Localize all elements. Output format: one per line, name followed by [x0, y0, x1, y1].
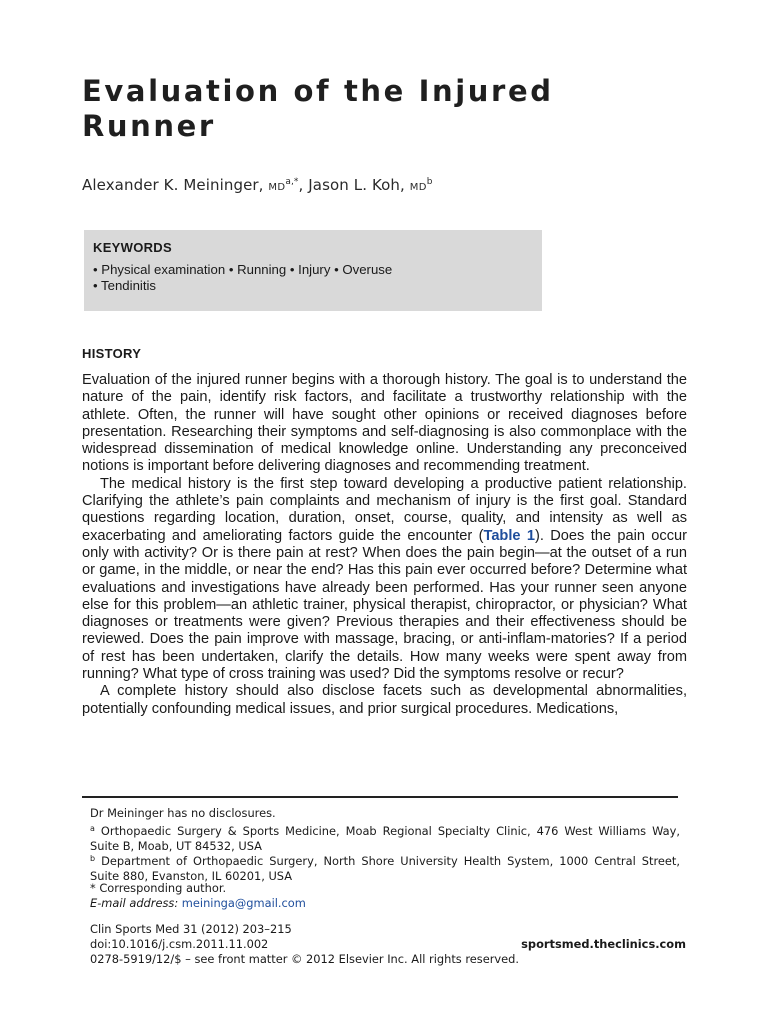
citation: Clin Sports Med 31 (2012) 203–215 [90, 922, 292, 936]
article-title: Evaluation of the Injured Runner [82, 74, 554, 143]
doi[interactable]: doi:10.1016/j.csm.2011.11.002 [90, 937, 269, 951]
email-link[interactable]: meininga@gmail.com [181, 896, 306, 910]
keywords-heading: KEYWORDS [93, 240, 172, 255]
author-1-name: Alexander K. Meininger, [82, 176, 264, 194]
body-text [82, 372, 687, 718]
journal-url[interactable]: sportsmed.theclinics.com [521, 937, 686, 951]
keywords-line-1: • Physical examination • Running • Injury • Overuse [93, 262, 393, 277]
author-separator: , [298, 176, 304, 194]
footnote-corresponding: * Corresponding author. [90, 881, 227, 895]
copyright: 0278-5919/12/$ – see front matter © 2012 Elsevier Inc. All rights reserved. [90, 952, 520, 966]
affiliation-a-mark: a [90, 824, 95, 833]
footnote-divider [82, 796, 678, 798]
author-1-affiliation-mark: a,* [285, 177, 299, 187]
affiliation-b-mark: b [90, 854, 96, 863]
keywords-box [84, 230, 542, 311]
author-2-affiliation-mark: b [426, 177, 433, 187]
footnote-disclosure: Dr Meininger has no disclosures. [90, 806, 276, 820]
author-2-name: Jason L. Koh, [308, 176, 405, 194]
paragraph-1: Evaluation of the injured runner begins with a thorough history. The goal is to understand the nature of the pain, identify risk factors, and facilitate a trustworthy relationship with the athlete. Often, the runner will have sought other opinions or received diagnoses before presentation. Researching their symptoms and self-diagnosing is also commonplace with the widespread dissemination of medical knowledge online. Understanding any preconceived notions is important before delivering diagnoses and recommending treatment. [82, 372, 687, 475]
paragraph-2 [82, 476, 687, 684]
section-heading: HISTORY [82, 346, 142, 361]
affiliation-a-text: Orthopaedic Surgery & Sports Medicine, Moab Regional Specialty Clinic, 476 West Williams Way, Suite B, Moab, UT 84532, USA [90, 824, 680, 853]
keywords-line-2: • Tendinitis [93, 278, 157, 293]
author-1-degree: MD [268, 182, 286, 193]
table-1-link[interactable]: Table 1 [483, 527, 535, 544]
affiliation-b-text: Department of Orthopaedic Surgery, North Shore University Health System, 1000 Central Street, Suite 880, Evanston, IL 60201, USA [90, 854, 680, 883]
email-label: E-mail address: [90, 896, 179, 910]
paragraph-2-part-2: ). Does the pain occur only with activity? Or is there pain at rest? When does the pain begin—at the outset of a run or game, in the middle, or near the end? Has this pain ever occurred before? Determine what evaluations and investigations have already been performed. Has your runner seen anyone else for this problem—an athletic trainer, physical therapist, chiropractor, or physician? What diagnoses or treatments were given? Previous therapies and their effectiveness should be reviewed. Does the pain improve with massage, bracing, or anti-inflam-matories? If a period of rest has been undertaken, clarify the details. How many weeks were spent away from running? What type of cross training was used? Did the symptoms resolve or recur? [82, 527, 687, 683]
footnote-affiliation-a [90, 821, 680, 854]
footnote-affiliation-b [90, 851, 680, 884]
paragraph-2-part-1: The medical history is the first step toward developing a productive patient relationship. Clarifying the athlete’s pain complaints and mechanism of injury is the first goal. Standard questions regarding location, duration, onset, course, quality, and intensity as well as exacerbating and ameliorating factors guide the encounter ( [82, 475, 687, 544]
author-line [82, 176, 433, 194]
footnote-email [90, 896, 680, 911]
author-2-degree: MD [409, 182, 427, 193]
paragraph-3: A complete history should also disclose facets such as developmental abnormalities, potentially confounding medical issues, and prior surgical procedures. Medications, [82, 683, 687, 717]
